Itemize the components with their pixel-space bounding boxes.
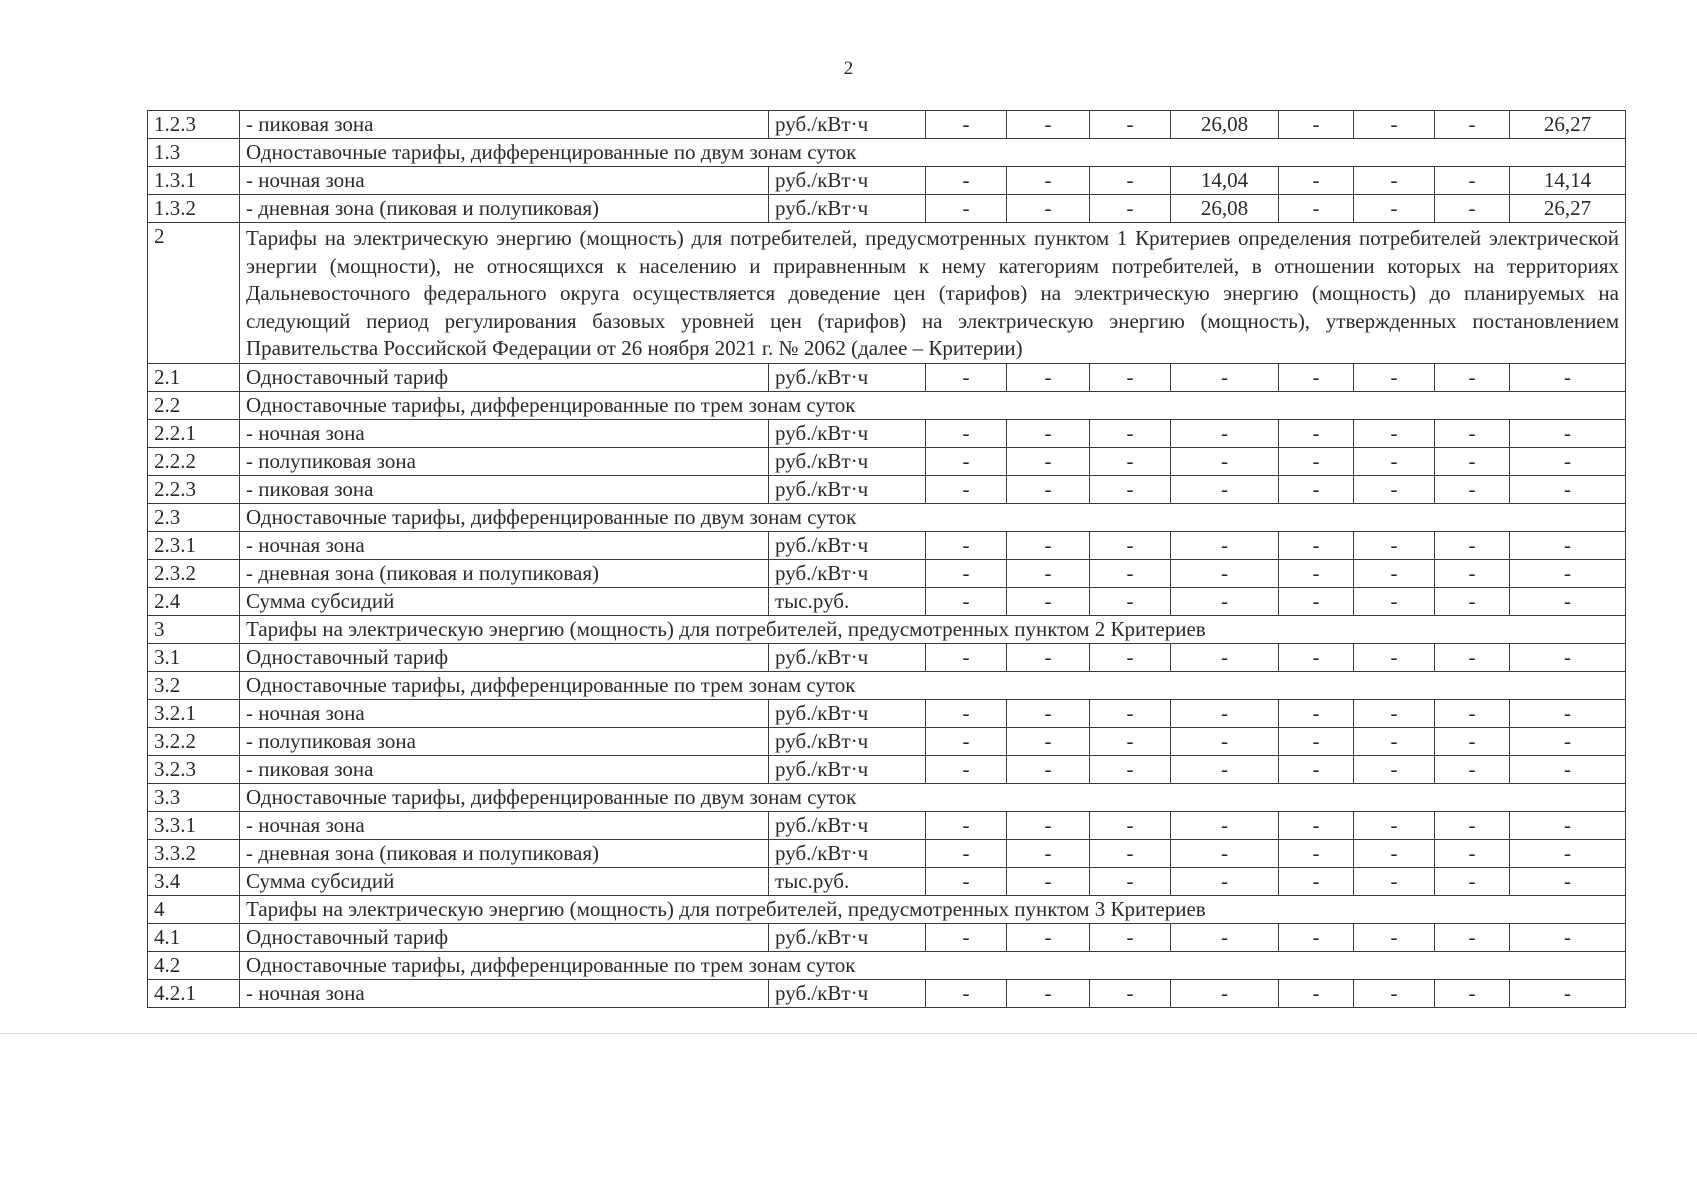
row-number: 3.2.2 xyxy=(148,727,240,755)
row-label: - ночная зона xyxy=(240,167,769,195)
value-cell: - xyxy=(1007,419,1090,447)
value-cell: - xyxy=(1435,867,1510,895)
value-cell: - xyxy=(1435,167,1510,195)
value-cell: - xyxy=(926,167,1007,195)
row-number: 3.2.1 xyxy=(148,699,240,727)
value-cell: - xyxy=(1171,839,1279,867)
row-label: - пиковая зона xyxy=(240,475,769,503)
section-heading: Тарифы на электрическую энергию (мощность) для потребителей, предусмотренных пунктом 1 Критериев определения потребителей электрической энергии (мощности), не относящихся к населению и приравненным к нему категориям потребителей, в отношении которых на территориях Дальневосточного федерального округа осуществляется доведение цен (тарифов) на электрическую энергию (мощность) до планируемых на следующий период регулирования базовых уровней цен (тарифов) на электрическую энергию (мощность), утвержденных постановлением Правительства Российской Федерации от 26 ноября 2021 г. № 2062 (далее – Критерии) xyxy=(240,223,1626,364)
value-cell: - xyxy=(1279,727,1354,755)
value-cell: - xyxy=(1171,923,1279,951)
value-cell: - xyxy=(1279,587,1354,615)
value-cell: - xyxy=(926,755,1007,783)
value-cell: - xyxy=(926,447,1007,475)
tariff-table xyxy=(147,110,1626,1008)
value-cell: - xyxy=(926,559,1007,587)
value-cell: - xyxy=(1279,923,1354,951)
value-cell: - xyxy=(1279,867,1354,895)
table-row xyxy=(148,363,1626,391)
value-cell: - xyxy=(1279,531,1354,559)
row-label: - полупиковая зона xyxy=(240,447,769,475)
value-cell: - xyxy=(1354,867,1435,895)
value-cell: - xyxy=(1171,559,1279,587)
table-section-row xyxy=(148,895,1626,923)
value-cell: - xyxy=(926,699,1007,727)
row-number: 4.1 xyxy=(148,923,240,951)
section-heading: Одноставочные тарифы, дифференцированные по трем зонам суток xyxy=(240,951,1626,979)
value-cell: - xyxy=(1279,643,1354,671)
row-unit: руб./кВт·ч xyxy=(769,363,926,391)
value-cell: - xyxy=(1354,923,1435,951)
table-row xyxy=(148,811,1626,839)
table-row xyxy=(148,923,1626,951)
row-label: Одноставочный тариф xyxy=(240,643,769,671)
table-body xyxy=(148,111,1626,1008)
value-cell: - xyxy=(1171,979,1279,1007)
value-cell: - xyxy=(1510,755,1626,783)
row-label: - ночная зона xyxy=(240,979,769,1007)
row-unit: руб./кВт·ч xyxy=(769,559,926,587)
value-cell: - xyxy=(1007,867,1090,895)
value-cell: - xyxy=(1007,839,1090,867)
row-label: Сумма субсидий xyxy=(240,587,769,615)
value-cell: - xyxy=(1007,363,1090,391)
value-cell: - xyxy=(1007,531,1090,559)
row-label: Одноставочный тариф xyxy=(240,923,769,951)
value-cell: - xyxy=(1279,811,1354,839)
value-cell: - xyxy=(1279,699,1354,727)
value-cell: - xyxy=(1090,811,1171,839)
value-cell: - xyxy=(1510,699,1626,727)
value-cell: - xyxy=(1435,447,1510,475)
value-cell: - xyxy=(1171,867,1279,895)
table-row xyxy=(148,419,1626,447)
value-cell: - xyxy=(1435,643,1510,671)
value-cell: - xyxy=(1435,111,1510,139)
value-cell: - xyxy=(1510,811,1626,839)
value-cell: - xyxy=(1171,447,1279,475)
value-cell: - xyxy=(1354,755,1435,783)
row-unit: руб./кВт·ч xyxy=(769,111,926,139)
table-section-row xyxy=(148,783,1626,811)
row-number: 1.3 xyxy=(148,139,240,167)
value-cell: - xyxy=(1090,839,1171,867)
row-number: 4.2 xyxy=(148,951,240,979)
value-cell: - xyxy=(1435,531,1510,559)
value-cell: - xyxy=(1171,587,1279,615)
value-cell: - xyxy=(926,363,1007,391)
value-cell: - xyxy=(1510,559,1626,587)
value-cell: - xyxy=(1510,923,1626,951)
value-cell: - xyxy=(1279,475,1354,503)
value-cell: - xyxy=(1007,727,1090,755)
value-cell: - xyxy=(1279,167,1354,195)
value-cell: - xyxy=(926,979,1007,1007)
row-number: 3.1 xyxy=(148,643,240,671)
row-number: 3.3.1 xyxy=(148,811,240,839)
value-cell: - xyxy=(1354,643,1435,671)
value-cell: - xyxy=(1007,811,1090,839)
table-row xyxy=(148,867,1626,895)
value-cell: - xyxy=(1354,979,1435,1007)
row-number: 2.2.3 xyxy=(148,475,240,503)
row-unit: руб./кВт·ч xyxy=(769,643,926,671)
value-cell: - xyxy=(1279,755,1354,783)
value-cell: 26,08 xyxy=(1171,195,1279,223)
value-cell: - xyxy=(1354,587,1435,615)
table-row xyxy=(148,111,1626,139)
row-number: 1.3.2 xyxy=(148,195,240,223)
row-label: - пиковая зона xyxy=(240,111,769,139)
row-label: - дневная зона (пиковая и полупиковая) xyxy=(240,559,769,587)
value-cell: - xyxy=(926,727,1007,755)
section-heading: Одноставочные тарифы, дифференцированные по двум зонам суток xyxy=(240,139,1626,167)
value-cell: - xyxy=(1435,811,1510,839)
value-cell: - xyxy=(1007,923,1090,951)
value-cell: 14,14 xyxy=(1510,167,1626,195)
table-row xyxy=(148,559,1626,587)
value-cell: - xyxy=(1510,727,1626,755)
table-row xyxy=(148,475,1626,503)
row-unit: руб./кВт·ч xyxy=(769,699,926,727)
row-number: 3.3 xyxy=(148,783,240,811)
table-row xyxy=(148,587,1626,615)
row-label: - ночная зона xyxy=(240,699,769,727)
value-cell: - xyxy=(1435,559,1510,587)
value-cell: - xyxy=(1510,839,1626,867)
value-cell: - xyxy=(1090,111,1171,139)
row-unit: руб./кВт·ч xyxy=(769,167,926,195)
page-number: 2 xyxy=(843,58,854,79)
value-cell: - xyxy=(1354,195,1435,223)
value-cell: - xyxy=(1510,867,1626,895)
row-number: 2 xyxy=(148,223,240,364)
row-label: Сумма субсидий xyxy=(240,867,769,895)
row-label: - ночная зона xyxy=(240,419,769,447)
row-number: 4 xyxy=(148,895,240,923)
value-cell: - xyxy=(1090,699,1171,727)
value-cell: 26,27 xyxy=(1510,111,1626,139)
value-cell: - xyxy=(1090,643,1171,671)
table-section-row xyxy=(148,223,1626,364)
row-unit: руб./кВт·ч xyxy=(769,811,926,839)
row-number: 1.3.1 xyxy=(148,167,240,195)
row-unit: руб./кВт·ч xyxy=(769,923,926,951)
row-number: 2.2 xyxy=(148,391,240,419)
value-cell: - xyxy=(1354,811,1435,839)
value-cell: - xyxy=(1354,111,1435,139)
value-cell: - xyxy=(1510,643,1626,671)
value-cell: - xyxy=(1279,559,1354,587)
value-cell: - xyxy=(1354,475,1435,503)
row-number: 2.4 xyxy=(148,587,240,615)
value-cell: - xyxy=(1007,979,1090,1007)
value-cell: 26,27 xyxy=(1510,195,1626,223)
table-row xyxy=(148,531,1626,559)
value-cell: - xyxy=(1171,811,1279,839)
row-unit: руб./кВт·ч xyxy=(769,839,926,867)
row-unit: руб./кВт·ч xyxy=(769,447,926,475)
value-cell: - xyxy=(1090,755,1171,783)
scan-artifact-line xyxy=(0,1033,1697,1034)
table-row xyxy=(148,195,1626,223)
table-section-row xyxy=(148,615,1626,643)
value-cell: - xyxy=(926,419,1007,447)
value-cell: - xyxy=(1354,839,1435,867)
value-cell: - xyxy=(1510,447,1626,475)
value-cell: - xyxy=(1279,979,1354,1007)
value-cell: - xyxy=(1090,475,1171,503)
value-cell: - xyxy=(1279,195,1354,223)
value-cell: - xyxy=(1090,195,1171,223)
value-cell: - xyxy=(1354,727,1435,755)
section-heading: Одноставочные тарифы, дифференцированные по трем зонам суток xyxy=(240,391,1626,419)
row-unit: руб./кВт·ч xyxy=(769,419,926,447)
value-cell: - xyxy=(1435,363,1510,391)
section-heading: Тарифы на электрическую энергию (мощность) для потребителей, предусмотренных пунктом 3 Критериев xyxy=(240,895,1626,923)
value-cell: - xyxy=(1007,643,1090,671)
value-cell: - xyxy=(1279,839,1354,867)
value-cell: - xyxy=(1007,587,1090,615)
value-cell: - xyxy=(1354,559,1435,587)
value-cell: - xyxy=(1354,447,1435,475)
section-heading: Тарифы на электрическую энергию (мощность) для потребителей, предусмотренных пунктом 2 Критериев xyxy=(240,615,1626,643)
value-cell: - xyxy=(1354,167,1435,195)
value-cell: - xyxy=(1171,755,1279,783)
row-number: 3.2 xyxy=(148,671,240,699)
row-unit: руб./кВт·ч xyxy=(769,755,926,783)
value-cell: - xyxy=(1435,475,1510,503)
value-cell: - xyxy=(1510,979,1626,1007)
value-cell: - xyxy=(1007,111,1090,139)
row-label: Одноставочный тариф xyxy=(240,363,769,391)
table-section-row xyxy=(148,951,1626,979)
value-cell: 26,08 xyxy=(1171,111,1279,139)
value-cell: - xyxy=(1279,447,1354,475)
value-cell: - xyxy=(1007,447,1090,475)
row-number: 3.3.2 xyxy=(148,839,240,867)
value-cell: - xyxy=(1279,363,1354,391)
value-cell: - xyxy=(1007,475,1090,503)
row-number: 4.2.1 xyxy=(148,979,240,1007)
row-unit: тыс.руб. xyxy=(769,587,926,615)
row-number: 2.3.1 xyxy=(148,531,240,559)
value-cell: - xyxy=(1090,979,1171,1007)
value-cell: - xyxy=(1090,727,1171,755)
value-cell: - xyxy=(1171,727,1279,755)
value-cell: - xyxy=(1090,923,1171,951)
table-section-row xyxy=(148,671,1626,699)
value-cell: - xyxy=(926,111,1007,139)
value-cell: - xyxy=(926,867,1007,895)
row-number: 2.3.2 xyxy=(148,559,240,587)
row-unit: руб./кВт·ч xyxy=(769,727,926,755)
value-cell: - xyxy=(1171,699,1279,727)
value-cell: - xyxy=(1435,195,1510,223)
table-section-row xyxy=(148,503,1626,531)
value-cell: - xyxy=(1354,363,1435,391)
row-label: - дневная зона (пиковая и полупиковая) xyxy=(240,195,769,223)
value-cell: 14,04 xyxy=(1171,167,1279,195)
table-section-row xyxy=(148,139,1626,167)
value-cell: - xyxy=(1354,699,1435,727)
value-cell: - xyxy=(1171,643,1279,671)
value-cell: - xyxy=(1171,419,1279,447)
value-cell: - xyxy=(1007,699,1090,727)
value-cell: - xyxy=(926,195,1007,223)
value-cell: - xyxy=(1510,587,1626,615)
row-number: 3 xyxy=(148,615,240,643)
row-unit: руб./кВт·ч xyxy=(769,979,926,1007)
table-section-row xyxy=(148,391,1626,419)
row-number: 2.2.1 xyxy=(148,419,240,447)
value-cell: - xyxy=(1510,419,1626,447)
value-cell: - xyxy=(1090,587,1171,615)
value-cell: - xyxy=(1007,755,1090,783)
value-cell: - xyxy=(926,475,1007,503)
table-row xyxy=(148,839,1626,867)
value-cell: - xyxy=(1435,587,1510,615)
table-row xyxy=(148,699,1626,727)
row-label: - пиковая зона xyxy=(240,755,769,783)
table-row xyxy=(148,447,1626,475)
table-row xyxy=(148,167,1626,195)
value-cell: - xyxy=(1435,699,1510,727)
table-row xyxy=(148,979,1626,1007)
value-cell: - xyxy=(1090,559,1171,587)
value-cell: - xyxy=(1435,755,1510,783)
section-heading: Одноставочные тарифы, дифференцированные по двум зонам суток xyxy=(240,503,1626,531)
row-number: 2.3 xyxy=(148,503,240,531)
value-cell: - xyxy=(1007,167,1090,195)
value-cell: - xyxy=(1435,979,1510,1007)
value-cell: - xyxy=(1435,727,1510,755)
value-cell: - xyxy=(1279,111,1354,139)
value-cell: - xyxy=(1354,531,1435,559)
value-cell: - xyxy=(926,643,1007,671)
table-row xyxy=(148,643,1626,671)
value-cell: - xyxy=(926,839,1007,867)
row-label: - ночная зона xyxy=(240,531,769,559)
value-cell: - xyxy=(1510,475,1626,503)
value-cell: - xyxy=(1090,363,1171,391)
value-cell: - xyxy=(1007,195,1090,223)
section-heading: Одноставочные тарифы, дифференцированные по трем зонам суток xyxy=(240,671,1626,699)
value-cell: - xyxy=(1090,419,1171,447)
section-heading: Одноставочные тарифы, дифференцированные по двум зонам суток xyxy=(240,783,1626,811)
value-cell: - xyxy=(1090,531,1171,559)
value-cell: - xyxy=(1510,363,1626,391)
row-label: - полупиковая зона xyxy=(240,727,769,755)
value-cell: - xyxy=(926,811,1007,839)
row-unit: руб./кВт·ч xyxy=(769,475,926,503)
row-number: 1.2.3 xyxy=(148,111,240,139)
value-cell: - xyxy=(1435,923,1510,951)
value-cell: - xyxy=(1435,839,1510,867)
row-number: 2.1 xyxy=(148,363,240,391)
value-cell: - xyxy=(926,587,1007,615)
value-cell: - xyxy=(1171,475,1279,503)
value-cell: - xyxy=(1510,531,1626,559)
value-cell: - xyxy=(1171,363,1279,391)
table-row xyxy=(148,727,1626,755)
value-cell: - xyxy=(1354,419,1435,447)
value-cell: - xyxy=(1090,167,1171,195)
row-number: 2.2.2 xyxy=(148,447,240,475)
table-row xyxy=(148,755,1626,783)
row-number: 3.2.3 xyxy=(148,755,240,783)
value-cell: - xyxy=(926,923,1007,951)
value-cell: - xyxy=(1279,419,1354,447)
value-cell: - xyxy=(1090,867,1171,895)
value-cell: - xyxy=(1435,419,1510,447)
value-cell: - xyxy=(926,531,1007,559)
row-unit: тыс.руб. xyxy=(769,867,926,895)
row-label: - дневная зона (пиковая и полупиковая) xyxy=(240,839,769,867)
value-cell: - xyxy=(1090,447,1171,475)
row-unit: руб./кВт·ч xyxy=(769,531,926,559)
row-label: - ночная зона xyxy=(240,811,769,839)
value-cell: - xyxy=(1007,559,1090,587)
row-unit: руб./кВт·ч xyxy=(769,195,926,223)
value-cell: - xyxy=(1171,531,1279,559)
row-number: 3.4 xyxy=(148,867,240,895)
